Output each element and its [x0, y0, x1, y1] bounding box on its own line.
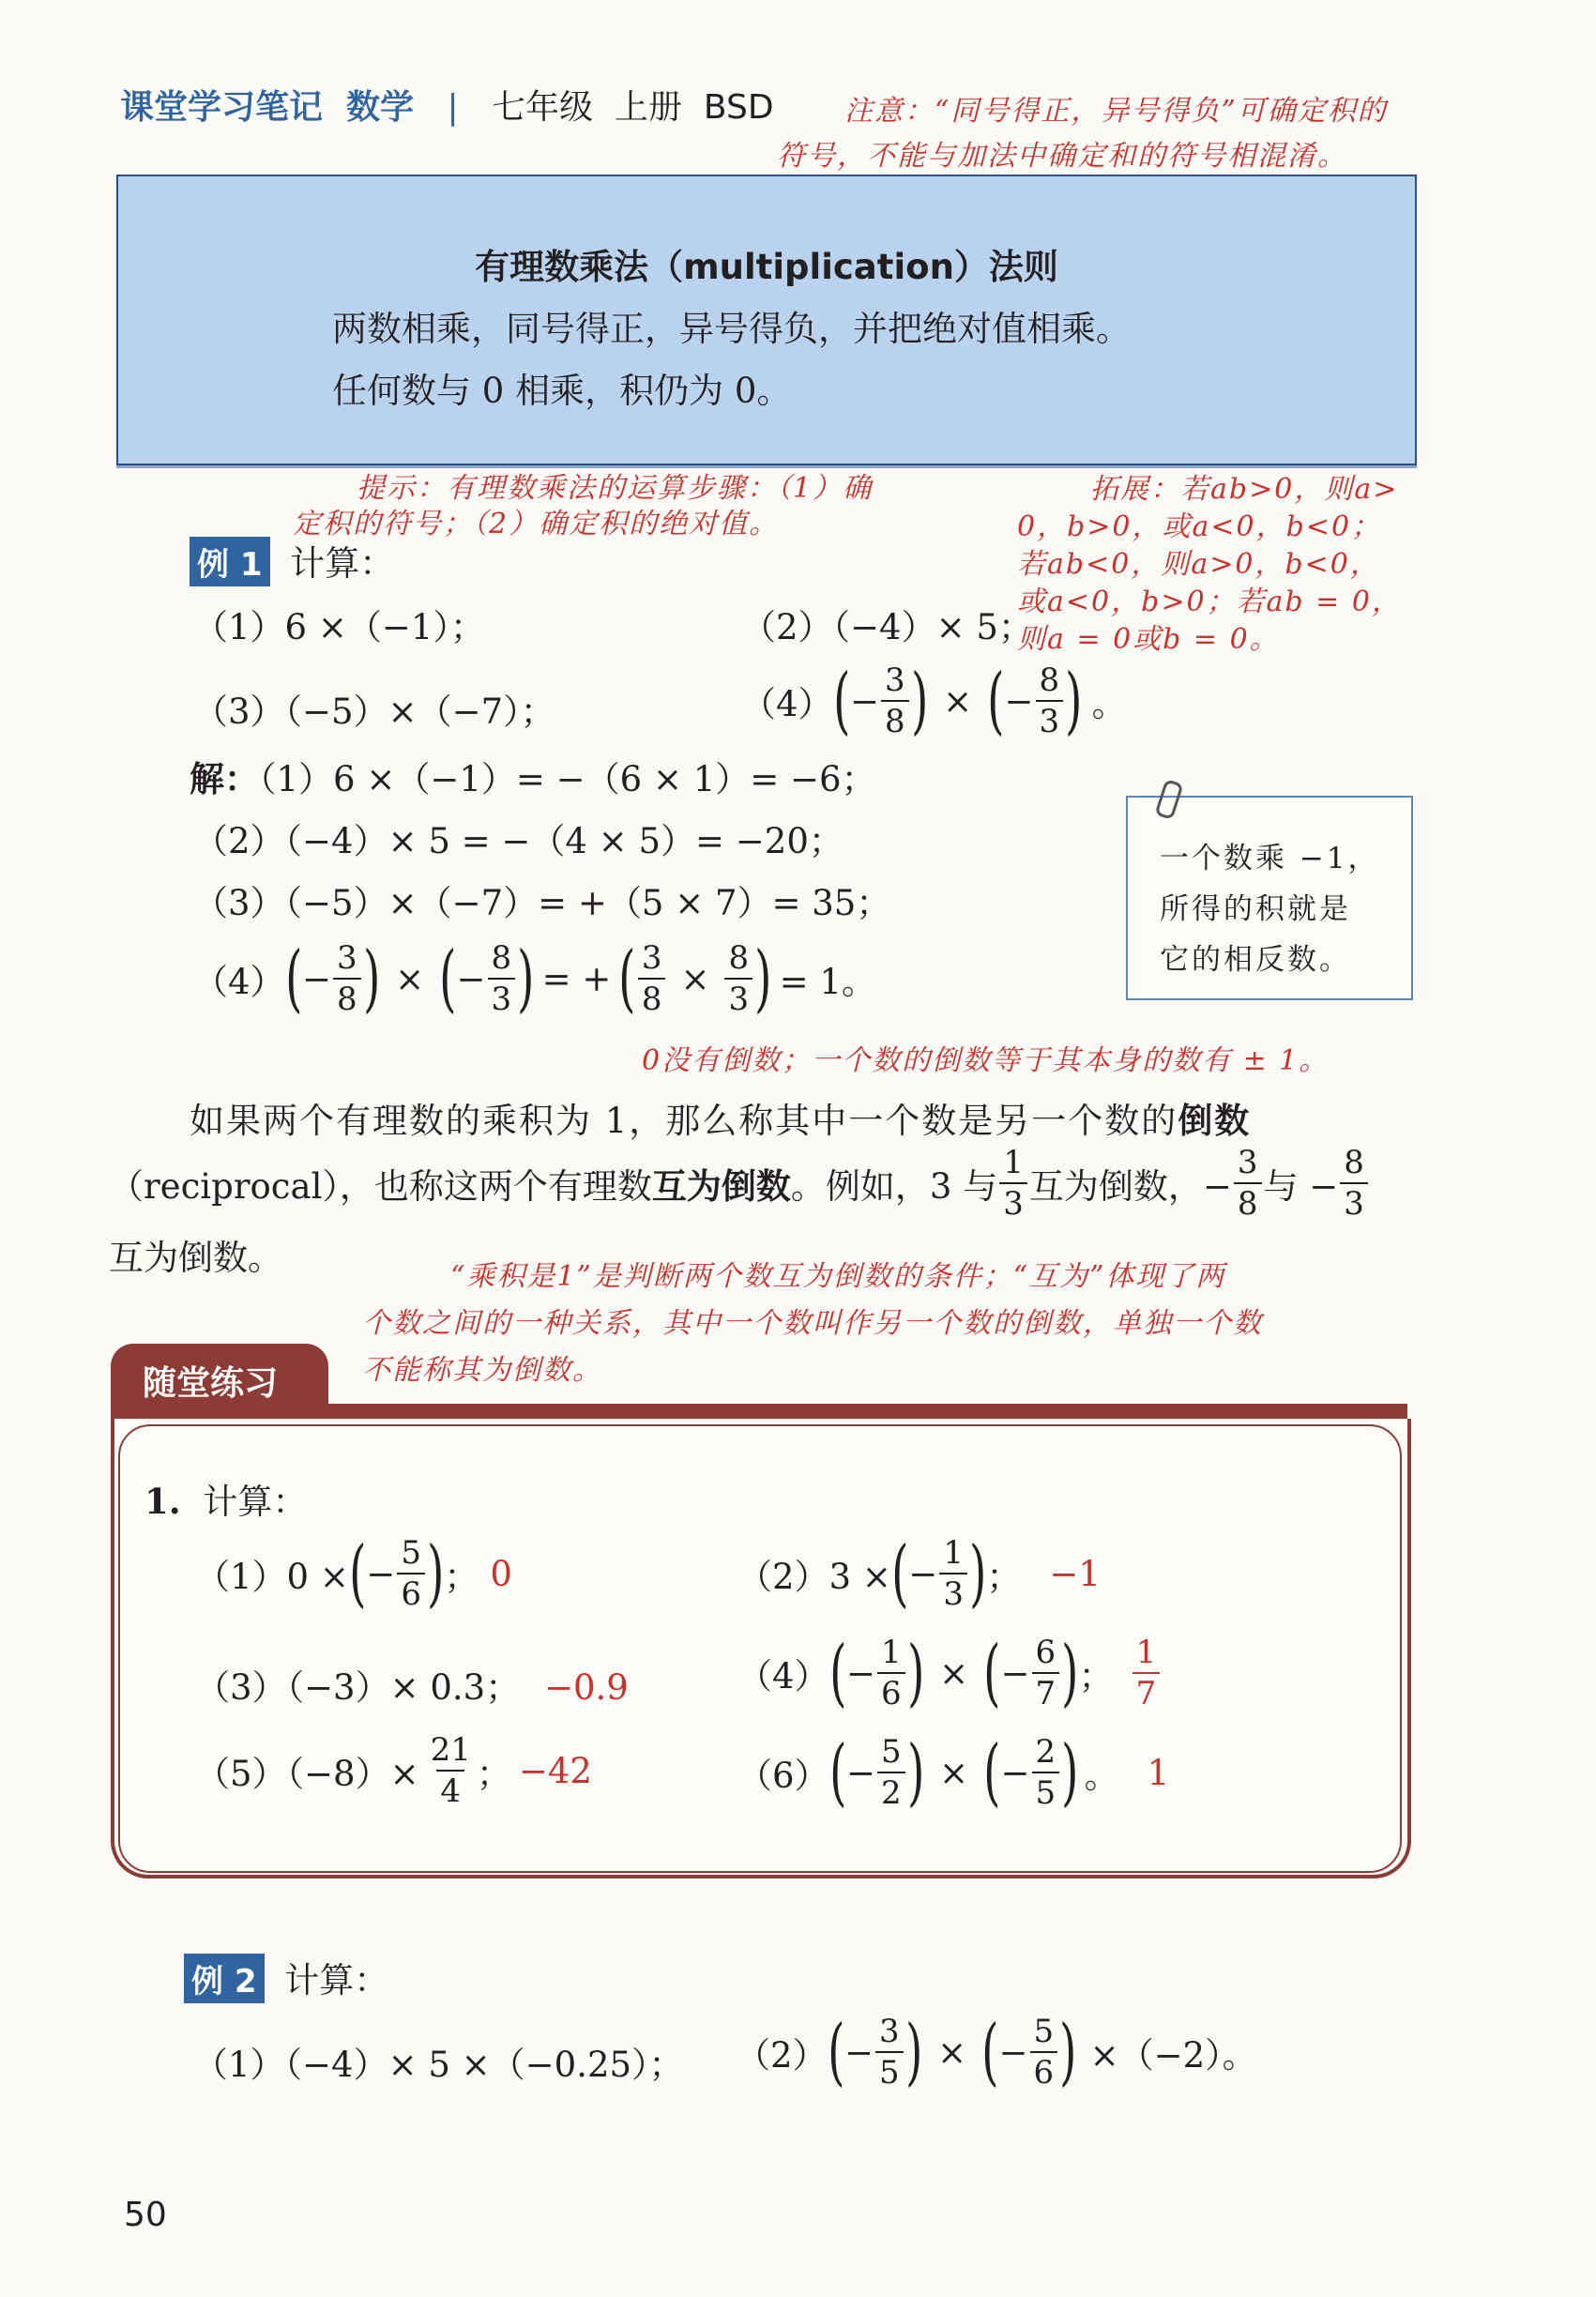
example2-header: [184, 1952, 388, 2003]
fraction: $\frac{21}{4}$: [430, 1731, 471, 1810]
answer-6: 1: [1147, 1752, 1170, 1793]
side-tip-line3: 它的相反数。: [1160, 943, 1351, 977]
practice-item-3: （3）（−3）× 0.3； −0.9: [195, 1667, 629, 1708]
rule-title: 有理数乘法（multiplication）法则: [475, 247, 1058, 287]
solution-line1: [190, 751, 876, 801]
answer-1: 0: [490, 1553, 512, 1594]
practice-band: [111, 1404, 1407, 1419]
fraction: $\frac{1}{3}$: [999, 1147, 1027, 1220]
example2-problem2: （2） ( − $\frac{3}{5}$ ) × ( − $\frac{5}{6}$ ) ×（−2）。: [736, 2010, 1257, 2094]
book-title: 课堂学习笔记 数学: [120, 88, 415, 127]
fraction: $\frac{3}{8}$: [333, 942, 361, 1015]
side-tip-box: [1126, 796, 1413, 1000]
condition-note: [362, 1254, 1263, 1394]
question-prompt: 计算：: [203, 1482, 308, 1522]
side-tip-line2: 所得的积就是: [1160, 892, 1351, 926]
solution-line3: （3）（−5）×（−7）= +（5 × 7）= 35；: [193, 883, 891, 923]
solution-1: （1）6 ×（−1）= −（6 × 1）= −6；: [259, 759, 876, 799]
solution-line4: （4） ( − $\frac{3}{8}$ ) × ( − $\frac{8}{3}$ ) = + ( $\frac{3}{8}$ × $\frac{8}{3}$ ) = 1。: [193, 936, 876, 1021]
practice-item-4: （4） ( − $\frac{1}{6}$ ) × ( − $\frac{6}{7}$ ) ； $\frac{1}{7}$: [737, 1636, 1162, 1710]
example2-label: 例 2: [184, 1954, 265, 2003]
reciprocal-para-line3: 互为倒数。: [109, 1238, 282, 1278]
example1-problem1: （1）6 ×（−1）；: [193, 607, 485, 647]
extension-line5: 则a = 0或b = 0。: [1017, 623, 1280, 656]
grade-label: 七年级 上册 BSD: [492, 88, 774, 127]
fraction: $\frac{1}{3}$: [939, 1537, 967, 1610]
extension-line3: 若ab<0，则a>0，b<0，: [1017, 548, 1380, 581]
practice-item-2: （2）3 × ( − $\frac{1}{3}$ ) ； −1: [737, 1531, 1101, 1616]
p4-prefix: （4）: [741, 684, 833, 724]
fraction: $\frac{6}{7}$: [1032, 1636, 1060, 1710]
extension-note: [1017, 471, 1402, 659]
hint-note-line1: 提示：有理数乘法的运算步骤：（1）确: [357, 472, 874, 505]
question-number: 1.: [144, 1481, 181, 1522]
extension-line2: 0，b>0，或a<0，b<0；: [1017, 510, 1382, 543]
s4-eq: = +: [541, 958, 612, 999]
page-number: 50: [124, 2196, 167, 2234]
times: ×: [943, 680, 973, 722]
term-reciprocal: 倒数: [1178, 1101, 1252, 1141]
solution-line2: （2）（−4）× 5 = −（4 × 5）= −20；: [193, 821, 844, 861]
reciprocal-note: 0没有倒数；一个数的倒数等于其本身的数有 ± 1。: [642, 1044, 1330, 1077]
example1-prompt: 计算：: [290, 543, 395, 584]
hint-note-line2: 定积的符号；（2）确定积的绝对值。: [293, 508, 780, 540]
fraction: $\frac{3}{5}$: [875, 2016, 904, 2089]
header-note-line1: 注意：“同号得正，异号得负”可确定积的: [844, 95, 1388, 128]
s4-prefix: （4）: [193, 962, 285, 1002]
p4-sign2: −: [1004, 680, 1034, 722]
condition-line2: 个数之间的一种关系，其中一个数叫作另一个数的倒数，单独一个数: [362, 1307, 1263, 1340]
example1-problem3: （3）（−5）×（−7）；: [193, 692, 555, 732]
example2-prompt: 计算：: [284, 1960, 389, 2000]
fraction: $\frac{3}{8}$: [638, 942, 666, 1015]
fraction: $\frac{5}{6}$: [397, 1537, 425, 1610]
practice-item-1: （1）0 × ( − $\frac{5}{6}$ ) ； 0: [195, 1531, 512, 1616]
term-mutual: 互为倒数: [651, 1166, 791, 1207]
practice-item-6: （6） ( − $\frac{5}{2}$ ) × ( − $\frac{2}{5}$ ) 。 1: [737, 1730, 1170, 1815]
example1-problem4: （4） ( − $\frac{3}{8}$ ) × ( − $\frac{8}{3}$ ) 。: [741, 659, 1127, 743]
rule-line1: 两数相乘，同号得正，异号得负，并把绝对值相乘。: [332, 309, 1131, 349]
example1-header: [190, 535, 394, 586]
answer-5: −42: [518, 1750, 592, 1791]
fraction: $\frac{8}{3}$: [1340, 1147, 1368, 1220]
answer-3: −0.9: [543, 1667, 629, 1708]
answer-2: −1: [1049, 1553, 1101, 1594]
p4-sign1: −: [849, 680, 879, 722]
s4-result: = 1。: [779, 962, 876, 1002]
header-separator: |: [447, 88, 459, 127]
fraction: $\frac{3}{8}$: [1234, 1147, 1262, 1220]
rule-line2: 任何数与 0 相乘，积仍为 0。: [332, 371, 792, 411]
fraction: $\frac{2}{5}$: [1032, 1736, 1060, 1809]
example2-problem1: （1）（−4）× 5 ×（−0.25）；: [193, 2045, 684, 2085]
header: [120, 81, 774, 129]
solution-label: 解：: [190, 759, 259, 799]
answer-4: $\frac{1}{7}$: [1132, 1636, 1161, 1710]
example1-label: 例 1: [190, 537, 270, 586]
side-tip-line1: 一个数乘 −1，: [1160, 842, 1380, 875]
paperclip-icon: [1154, 779, 1183, 820]
rule-box: [116, 175, 1417, 465]
reciprocal-para-line2: （reciprocal），也称这两个有理数 互为倒数 。例如，3 与 $\frac{1}{3}$ 互为倒数，− $\frac{3}{8}$ 与 − $\frac{8}{3}$: [109, 1147, 1370, 1220]
condition-line1: “乘积是1”是判断两个数互为倒数的条件；“互为”体现了两: [450, 1260, 1226, 1293]
extension-line1: 拓展：若ab>0，则a>: [1090, 473, 1399, 506]
extension-line4: 或a<0，b>0；若ab = 0，: [1017, 586, 1402, 618]
fraction: $\frac{8}{3}$: [724, 942, 752, 1015]
condition-line3: 不能称其为倒数。: [362, 1354, 602, 1387]
fraction: $\frac{8}{3}$: [1036, 664, 1064, 738]
practice-item-5: （5）（−8）× $\frac{21}{4}$ ； −42: [195, 1731, 592, 1810]
example1-problem2: （2）（−4）× 5；: [741, 607, 1033, 647]
header-note: [844, 90, 1388, 133]
header-note-line2: 符号，不能与加法中确定和的符号相混淆。: [777, 140, 1347, 173]
fraction: $\frac{3}{8}$: [881, 664, 909, 738]
practice-question: [144, 1473, 307, 1524]
fraction: $\frac{1}{6}$: [877, 1636, 905, 1710]
practice-tab-label: 随堂练习: [143, 1364, 279, 1403]
header-note-2: [777, 135, 1347, 178]
reciprocal-para-line1: 如果两个有理数的乘积为 1，那么称其中一个数是另一个数的倒数: [190, 1101, 1252, 1141]
end-mark: 。: [1091, 684, 1127, 724]
fraction: $\frac{5}{2}$: [877, 1736, 905, 1809]
fraction: $\frac{5}{6}$: [1030, 2016, 1058, 2089]
fraction: $\frac{8}{3}$: [488, 942, 516, 1015]
